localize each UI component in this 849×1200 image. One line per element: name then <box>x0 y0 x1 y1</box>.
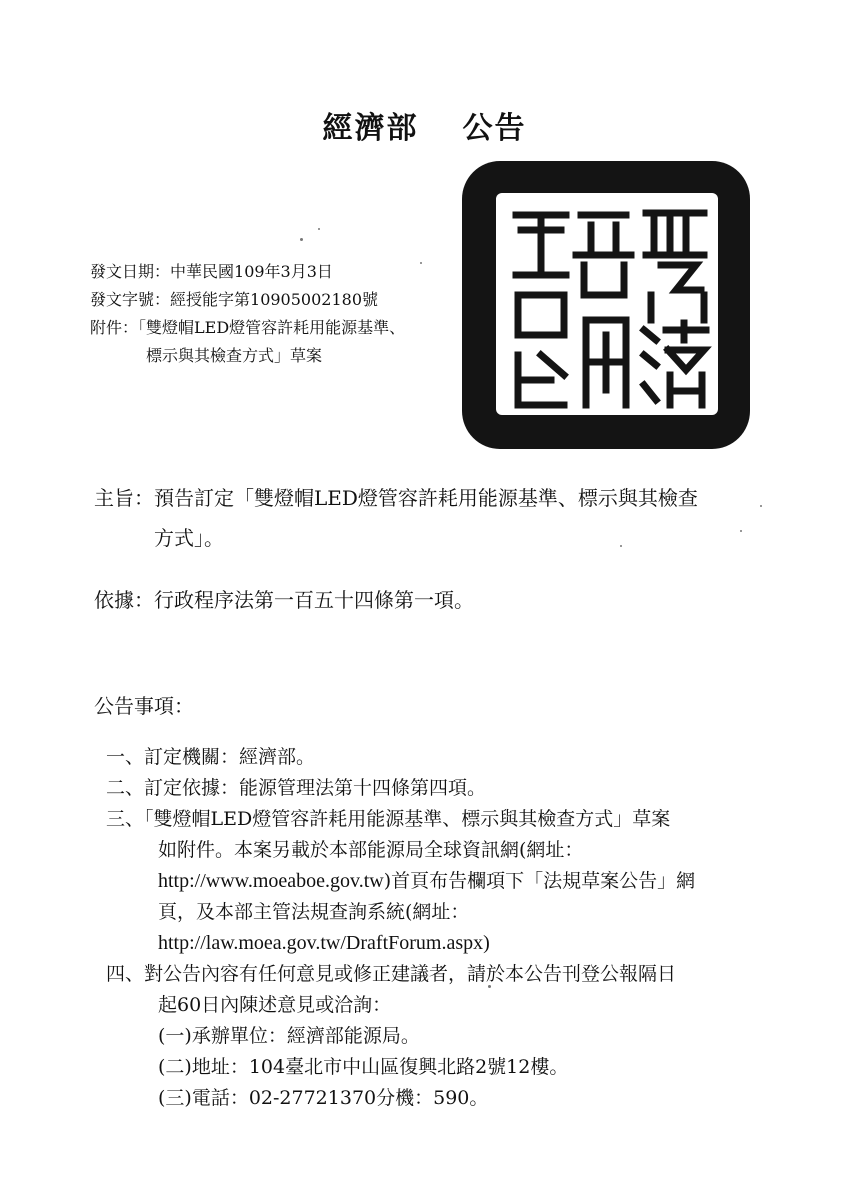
notice-item-1: 一、訂定機關：經濟部。 <box>106 746 316 768</box>
scan-speck <box>318 228 320 230</box>
page-title <box>0 103 849 147</box>
attachment-text-line2: 標示與其檢查方式」草案 <box>146 346 323 365</box>
notice-item-4-sub3: (三)電話：02-27721370分機：590。 <box>158 1087 489 1109</box>
subject-text-line2: 方式」。 <box>154 526 224 550</box>
basis-text: 行政程序法第一百五十四條第一項。 <box>154 588 474 612</box>
notice-item-4-line2: 起60日內陳述意見或洽詢： <box>158 994 392 1016</box>
subject-text-line1: 預告訂定「雙燈帽LED燈管容許耗用能源基準、標示與其檢查 <box>154 486 698 510</box>
draft-forum-url-link[interactable]: http://law.moea.gov.tw/DraftForum.aspx <box>158 932 484 954</box>
basis-label: 依據： <box>94 588 154 612</box>
document-number-label: 發文字號： <box>90 290 171 309</box>
energy-bureau-url-link[interactable]: http://www.moeaboe.gov.tw <box>158 870 384 892</box>
subject-section <box>94 478 698 558</box>
notice-item-3-line5 <box>106 928 695 959</box>
scan-speck <box>488 985 491 988</box>
scan-speck <box>760 505 762 507</box>
attachment-row <box>90 314 405 342</box>
document-metadata <box>90 258 405 370</box>
notice-item-4-sub2: (二)地址：104臺北市中山區復興北路2號12樓。 <box>158 1056 569 1078</box>
subject-label: 主旨： <box>94 486 154 510</box>
notice-item-3-line3-rest: )首頁布告欄項下「法規草案公告」網 <box>383 870 696 892</box>
notice-item-3-line2: 如附件。本案另載於本部能源局全球資訊網(網址： <box>158 839 584 861</box>
scan-speck <box>300 238 303 241</box>
document-number-row <box>90 286 405 314</box>
notice-item-2: 二、訂定依據：能源管理法第十四條第四項。 <box>106 777 487 799</box>
scan-speck <box>740 530 742 532</box>
notice-item-4-line1: 四、對公告內容有任何意見或修正建議者，請於本公告刊登公報隔日 <box>106 963 677 985</box>
scan-speck <box>420 262 422 264</box>
basis-section <box>94 580 474 620</box>
notice-item-3-line5-rest: ) <box>483 932 490 954</box>
notice-item-3-line4: 頁，及本部主管法規查詢系統(網址： <box>158 901 470 923</box>
attachment-label: 附件： <box>90 318 139 337</box>
notice-item-3-line3 <box>106 866 695 897</box>
attachment-text-line1: 「雙燈帽LED燈管容許耗用能源基準、 <box>138 318 406 337</box>
scan-speck <box>620 545 622 547</box>
issue-date-row <box>90 258 405 286</box>
notice-item-3-line1: 三、「雙燈帽LED燈管容許耗用能源基準、標示與其檢查方式」草案 <box>106 808 671 830</box>
notice-items <box>106 742 695 1114</box>
official-seal-icon <box>456 155 756 455</box>
document-number-value: 經授能字第10905002180號 <box>170 290 378 309</box>
issuing-organization: 經濟部 <box>322 111 419 146</box>
notice-heading: 公告事項： <box>94 694 194 718</box>
issue-date-label: 發文日期： <box>90 262 171 281</box>
document-type: 公告 <box>462 111 527 146</box>
notice-item-4-sub1: (一)承辦單位：經濟部能源局。 <box>158 1025 420 1047</box>
issue-date-value: 中華民國109年3月3日 <box>170 262 333 281</box>
